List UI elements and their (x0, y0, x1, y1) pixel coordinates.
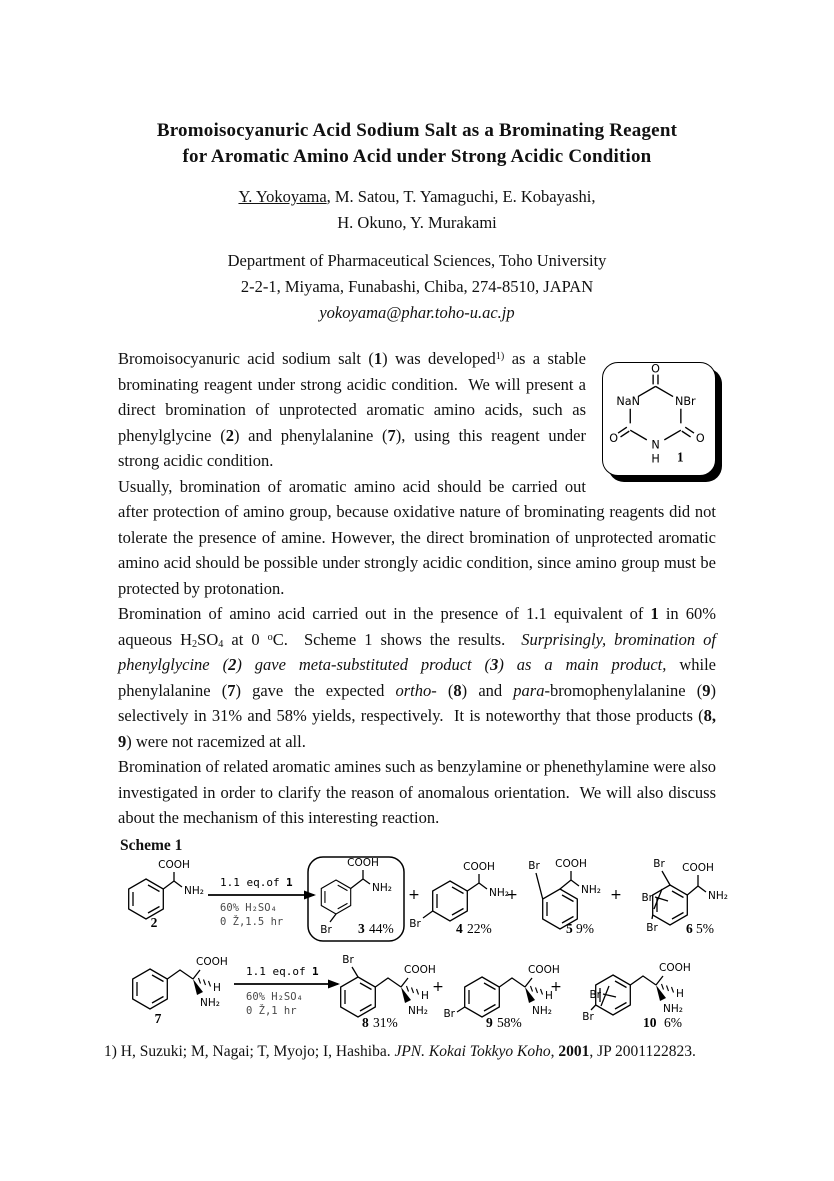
atom-o-right: O (695, 431, 705, 445)
cpd4-br-label: Br (409, 917, 421, 930)
compound-1-atoms (609, 363, 705, 465)
compound-7-structure (133, 969, 211, 1009)
compound-1-structure-box (602, 362, 716, 476)
author-line-1-rest: , M. Satou, T. Yamaguchi, E. Kobayashi, (326, 187, 596, 206)
cpd3-cooh-label: COOH (347, 856, 379, 869)
compound-9-structure (457, 977, 543, 1017)
cpd2-cooh-label: COOH (158, 858, 190, 871)
cpd6-yield: 5% (696, 920, 714, 936)
cpd3-yield: 44% (369, 920, 394, 936)
compound-6-structure (652, 871, 706, 925)
plus-sign: + (550, 978, 562, 995)
cpd6-cooh-label: COOH (682, 861, 714, 874)
cpd7-number: 7 (154, 1010, 162, 1026)
atom-n-br: NBr (675, 394, 696, 408)
cpd8-cooh-label: COOH (404, 963, 436, 976)
compound-4-structure (423, 874, 487, 921)
cpd10-h-label: H (676, 987, 684, 1000)
plus-sign: + (506, 886, 518, 903)
compound-1-number: 1 (676, 449, 684, 465)
plus-sign: + (610, 886, 622, 903)
paragraph-2: Usually, bromination of aromatic amino acid should be carried out after protection of amino group, because oxidative nature of brominating reagents did not tolerate the presence of amine. However, the direct bromination of unprotected aromatic amino acid should be possible under strongly acidic condition, since amino group must be protected by protonation. (118, 476, 716, 598)
cpd8-br-label: Br (342, 953, 354, 966)
cpd8-number: 8 (362, 1014, 369, 1030)
cpd9-br-label: Br (443, 1007, 455, 1020)
atom-o-top: O (651, 363, 660, 376)
cpd10-nh2-label: NH₂ (663, 1002, 683, 1015)
rxn1-temp-condition: 0 Ž,1.5 hr (220, 915, 284, 928)
cpd6-nh2-label: NH₂ (708, 889, 728, 902)
author-line-2: H. Okuno, Y. Murakami (337, 213, 497, 232)
cpd5-cooh-label: COOH (555, 857, 587, 870)
reaction-2-arrow (234, 979, 340, 988)
cpd10-yield: 6% (664, 1014, 682, 1030)
affiliation: Department of Pharmaceutical Sciences, Toho University (227, 251, 607, 270)
cpd9-yield: 58% (497, 1014, 522, 1030)
cpd6-br-top-label: Br (653, 857, 665, 870)
cpd9-h-label: H (545, 989, 553, 1002)
scheme-heading: Scheme 1 (120, 836, 183, 854)
cpd6-number: 6 (686, 920, 693, 936)
rxn1-reagent-bold: 1 (286, 875, 293, 889)
cpd4-cooh-label: COOH (463, 860, 495, 873)
rxn2-reagent-bold: 1 (312, 964, 319, 978)
cpd7-cooh-label: COOH (196, 955, 228, 968)
paragraph-4: Bromination of related aromatic amines such as benzylamine or phenethylamine were also investigated in order to clarify the reason of anomalous orientation. We will also discuss about the mechanism of this interesting reaction. (118, 757, 716, 827)
paper-title-line2: for Aromatic Amino Acid under Strong Acidic Condition (182, 146, 652, 167)
cpd10-br-left-label: Br (589, 988, 601, 1001)
cpd10-cooh-label: COOH (659, 961, 691, 974)
rxn1-reagent-label: 1.1 eq.of (220, 875, 280, 889)
abstract-body (118, 346, 716, 831)
reaction-1-arrow (208, 890, 316, 899)
rxn2-acid-condition: 60% H₂SO₄ (246, 990, 303, 1003)
cpd5-number: 5 (566, 920, 573, 936)
cpd4-nh2-label: NH₂ (489, 886, 509, 899)
cpd3-nh2-label: NH₂ (372, 881, 392, 894)
cpd8-yield: 31% (373, 1014, 398, 1030)
plus-sign: + (432, 978, 444, 995)
paragraph-3: Bromination of amino acid carried out in the presence of 1.1 equivalent of 1 in 60% aqueous $H_2SO_4$ at 0 $^o$C. Scheme 1 shows the results. Surprisingly, bromination of phenylglycine (2) gave meta-substituted product (3) as a main product, while phenylalanine (7) gave the expected ortho- (8) and para-bromophenylalanine (9) selectively in 31% and 58% yields, respectively. It is noteworthy that those products (8, 9) were not racemized at all. (118, 604, 716, 751)
cpd6-br-bottom-label: Br (646, 921, 658, 934)
rxn2-reagent-label: 1.1 eq.of (246, 964, 306, 978)
cpd8-nh2-label: NH₂ (408, 1004, 428, 1017)
cpd9-number: 9 (486, 1014, 493, 1030)
paragraph-1: Bromoisocyanuric acid sodium salt (1) was developed$^{1)}$ as a stable brominating reagent under strong acidic condition. We will present a direct bromination of unprotected aromatic amino acids, such as phenylglycine (2) and phenylalanine (7), using this reagent under strong acidic condition. (118, 349, 586, 470)
cpd2-number: 2 (150, 914, 158, 930)
atom-o-left: O (609, 431, 619, 445)
scheme-1-graphic (108, 855, 734, 1039)
atom-n-bottom: N (651, 438, 660, 452)
rxn1-acid-condition: 60% H₂SO₄ (220, 901, 277, 914)
cpd3-number: 3 (358, 920, 365, 936)
cpd9-cooh-label: COOH (528, 963, 560, 976)
atom-na-n: NaN (616, 394, 640, 408)
paper-title (118, 118, 716, 170)
affiliation-block (118, 248, 716, 326)
cpd5-br-label: Br (528, 859, 540, 872)
compound-2-structure (129, 872, 182, 919)
cpd10-number: 10 (643, 1014, 657, 1030)
cpd8-h-label: H (421, 989, 429, 1002)
compound-1-structure (603, 363, 712, 472)
cpd9-nh2-label: NH₂ (532, 1004, 552, 1017)
author-list (118, 184, 716, 236)
cpd2-nh2-label: NH₂ (184, 884, 204, 897)
cpd7-h-label: H (213, 981, 221, 994)
cpd3-br-label: Br (320, 923, 332, 936)
reference-footnote: 1) H, Suzuki; M, Nagai; T, Myojo; I, Hashiba. JPN. Kokai Tokkyo Koho, 2001, JP 2001122823. (104, 1042, 696, 1060)
address: 2-2-1, Miyama, Funabashi, Chiba, 274-8510, JAPAN (240, 277, 594, 296)
cpd5-nh2-label: NH₂ (581, 883, 601, 896)
cpd7-nh2-label: NH₂ (200, 996, 220, 1009)
cpd4-number: 4 (456, 920, 463, 936)
presenting-author: Y. Yokoyama (238, 187, 327, 206)
cpd5-yield: 9% (576, 920, 594, 936)
author-line-1 (118, 184, 716, 210)
cpd10-br-bottom-label: Br (582, 1010, 594, 1023)
cpd6-br-left-label: Br (641, 891, 653, 904)
scheme-text (151, 857, 728, 1030)
rxn2-temp-condition: 0 Ž,1 hr (246, 1004, 297, 1017)
paper-title-line1: Bromoisocyanuric Acid Sodium Salt as a Brominating Reagent (156, 120, 678, 141)
cpd4-yield: 22% (467, 920, 492, 936)
compound-10-structure (591, 975, 674, 1015)
plus-sign: + (408, 886, 420, 903)
atom-h-bottom: H (651, 452, 660, 466)
email: yokoyama@phar.toho-u.ac.jp (319, 303, 515, 322)
